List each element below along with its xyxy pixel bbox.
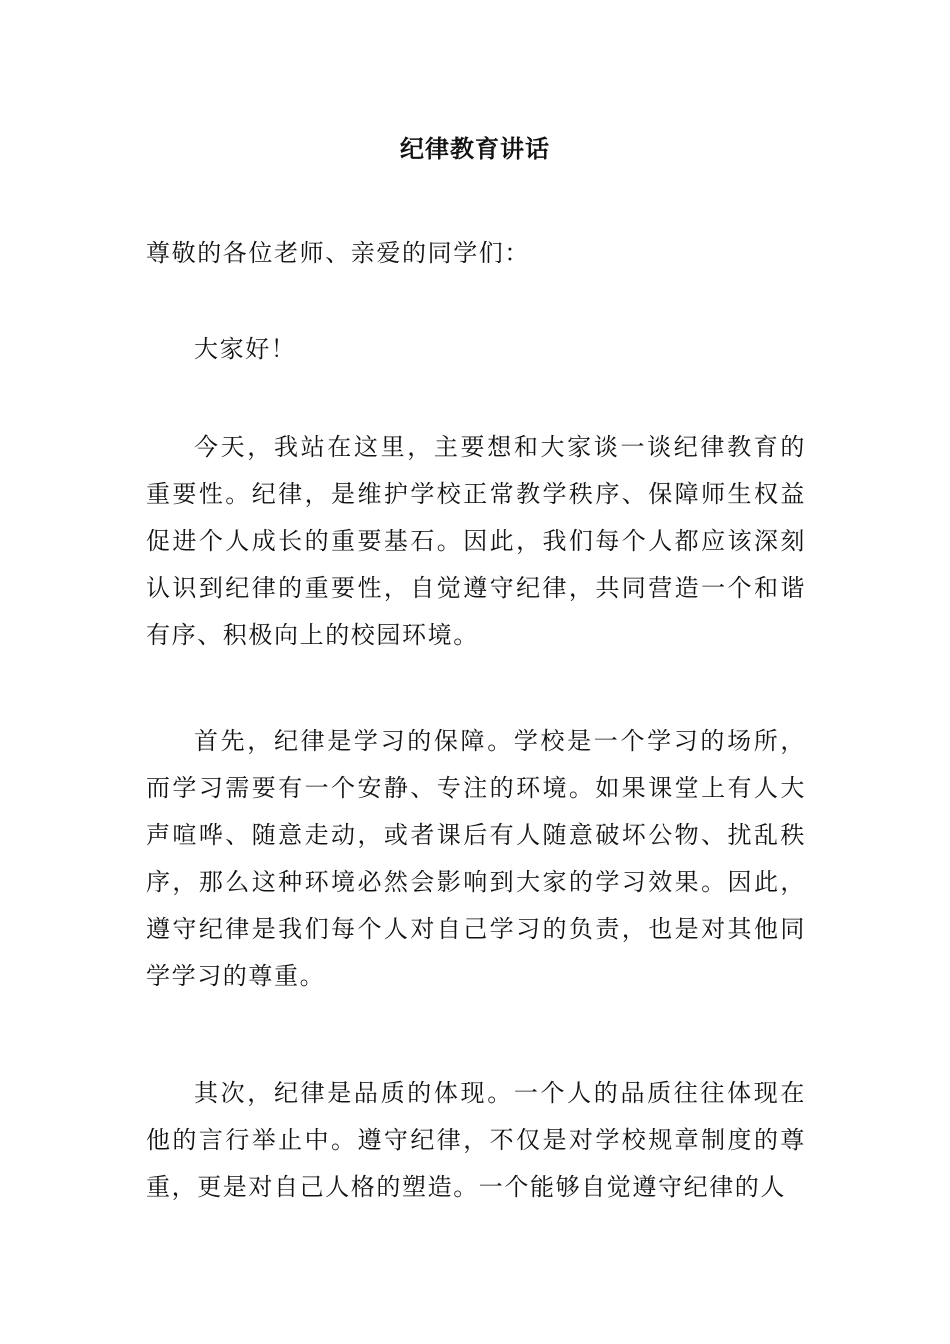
paragraph-greeting: 大家好！ — [194, 335, 297, 363]
paragraph-first-point: 首先，纪律是学习的保障。学校是一个学习的场所，而学习需要有一个安静、专注的环境。如果课堂上有人大声喧哗、随意走动，或者课后有人随意破坏公物、扰乱秩序，那么这种环境必然会影响到大家的学习效果。因此，遵守纪律是我们每个人对自己学习的负责，也是对其他同学学习的尊重。 — [146, 727, 806, 990]
salutation: 尊敬的各位老师、亲爱的同学们： — [146, 239, 530, 267]
paragraph-second-point: 其次，纪律是品质的体现。一个人的品质往往体现在他的言行举止中。遵守纪律，不仅是对学校规章制度的尊重，更是对自己人格的塑造。一个能够自觉遵守纪律的人 — [146, 1079, 806, 1201]
paragraph-introduction: 今天，我站在这里，主要想和大家谈一谈纪律教育的重要性。纪律，是维护学校正常教学秩序、保障师生权益促进个人成长的重要基石。因此，我们每个人都应该深刻认识到纪律的重要性，自觉遵守纪律，共同营造一个和谐有序、积极向上的校园环境。 — [146, 433, 806, 649]
document-title: 纪律教育讲话 — [400, 134, 550, 163]
